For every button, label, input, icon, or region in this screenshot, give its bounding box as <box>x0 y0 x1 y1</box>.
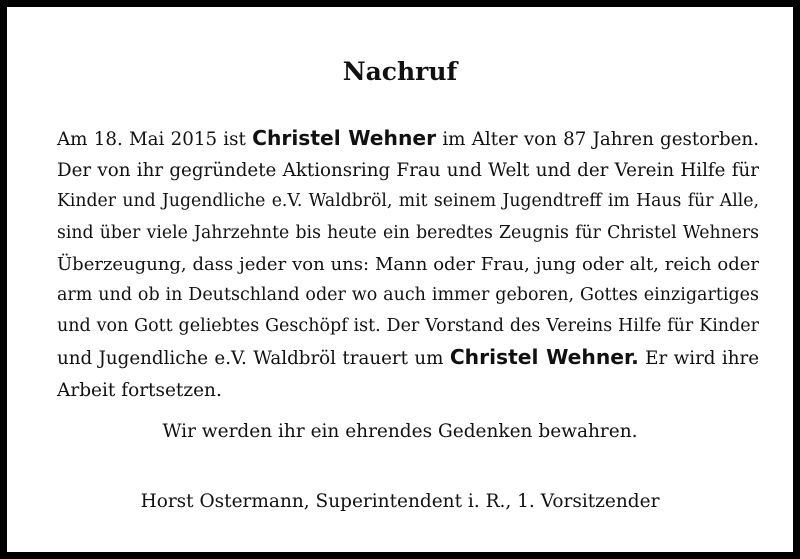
body-line-7: und von Gott geliebtes Geschöpf ist. Der Vorstand des Vereins Hilfe für Kinder <box>57 316 759 337</box>
line-8-text-after: Er wird ihre <box>638 348 759 370</box>
signature-line: Horst Ostermann, Superintendent i. R., 1. Vorsitzender <box>140 491 660 512</box>
deceased-name-repeat: Christel Wehner. <box>449 345 639 370</box>
deceased-name: Christel Wehner <box>252 126 437 150</box>
closing-sentence: Wir werden ihr ein ehrendes Gedenken bewahren. <box>162 421 638 442</box>
body-line-2: Der von ihr gegründete Aktionsring Frau und Welt und der Verein Hilfe für <box>57 160 759 182</box>
body-line-3: Kinder und Jugendliche e.V. Waldbröl, mit seinem Jugendtreff im Haus für Alle, <box>57 191 759 212</box>
line-1-text-after: im Alter von 87 Jahren gestorben. <box>436 129 759 150</box>
body-line-9: Arbeit fortsetzen. <box>57 379 222 401</box>
body-line-5: Überzeugung, dass jeder von uns: Mann oder Frau, jung oder alt, reich oder <box>57 253 759 275</box>
line-8-text-before: und Jugendliche e.V. Waldbröl trauert um <box>57 348 450 370</box>
body-line-1 <box>57 123 759 155</box>
notice-title: Nachruf <box>342 57 458 86</box>
line-1-text-before: Am 18. Mai 2015 ist <box>57 129 253 150</box>
body-line-8 <box>57 342 759 374</box>
body-line-4: sind über viele Jahrzehnte bis heute ein beredtes Zeugnis für Christel Wehners <box>57 222 759 243</box>
body-line-6: arm und ob in Deutschland oder wo auch immer geboren, Gottes einzigartiges <box>57 285 759 306</box>
notice-body <box>57 123 759 406</box>
